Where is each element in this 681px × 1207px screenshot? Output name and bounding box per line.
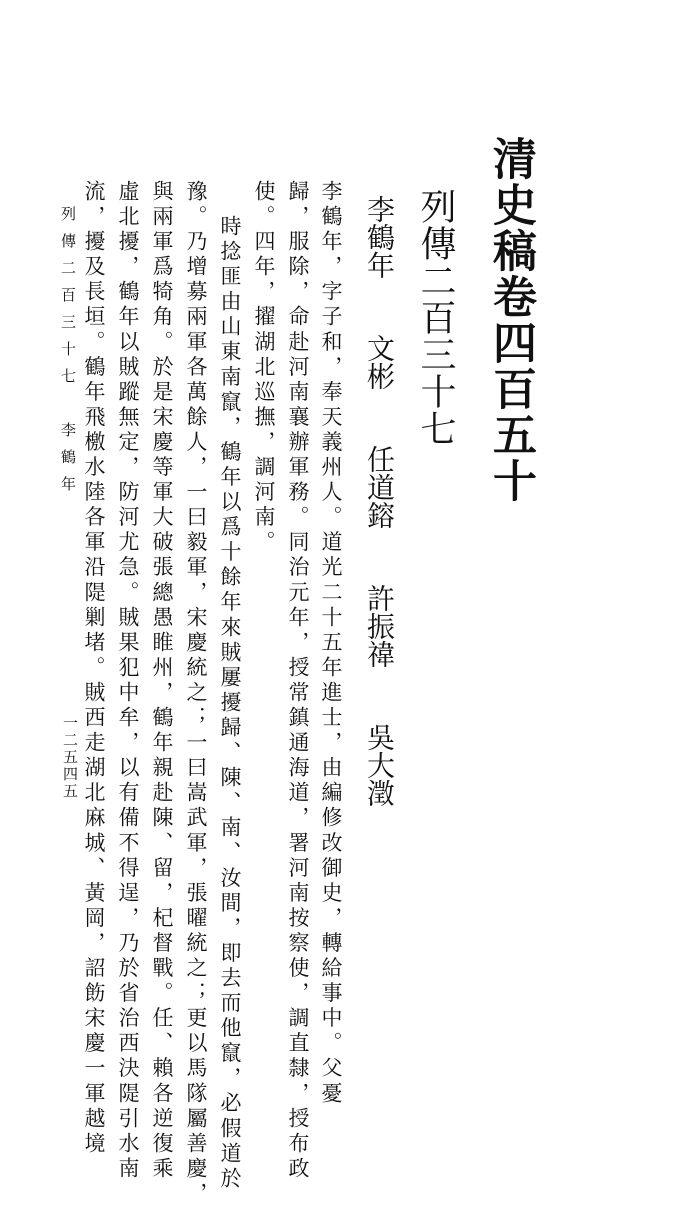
body-text-column-5: 豫。乃增募兩軍各萬餘人，一曰毅軍，宋慶統之；一曰嵩武軍，張曜統之；更以馬隊屬善慶，: [184, 180, 208, 1207]
name-wen-bin: 文彬: [363, 334, 396, 390]
body-text-column-4: 時捻匪由山東南竄，鶴年以爲十餘年來賊屢擾歸、陳、南、汝間，即去而他竄，必假道於: [218, 215, 242, 1192]
chapter-title: 清史稿卷四百五十: [485, 136, 536, 504]
page-number: 一二五四五: [61, 715, 79, 800]
body-text-column-8: 流，擾及長垣。鶴年飛檄水陸各軍沿隄剿堵。賊西走湖北麻城、黃岡，詔飭宋慶一軍越境: [82, 180, 106, 1157]
body-text-column-7: 虛北擾，鶴年以賊蹤無定，防河尤急。賊果犯中牟，以有備不得逞，乃於省治西決隄引水南: [116, 180, 140, 1182]
section-heading: 列傳二百三十七: [415, 188, 456, 447]
body-text-column-6: 與兩軍爲犄角。於是宋慶等軍大破張總愚睢州，鶴年親赴陳、留，杞督戰。任、賴各逆復乘: [150, 180, 174, 1182]
biography-name-list: [363, 195, 396, 807]
name-xu-zhenyi: 許振禕: [363, 584, 396, 668]
body-text-column-3: 使。四年，擢湖北巡撫，調河南。: [252, 180, 276, 556]
body-text-column-2: 歸，服除，命赴河南襄辦軍務。同治元年，授常鎮通海道，署河南按察使，調直隸，授布政: [286, 180, 310, 1182]
name-ren-daorong: 任道鎔: [363, 445, 396, 529]
name-wu-dacheng: 吳大澂: [363, 723, 396, 807]
body-text-column-1: 李鶴年，字子和，奉天義州人。道光二十五年進士，由編修改御史，轉給事中。父憂: [319, 180, 343, 1107]
name-li-henian: 李鶴年: [363, 195, 396, 279]
running-header: 列傳二百三十七 李鶴年: [59, 206, 77, 503]
